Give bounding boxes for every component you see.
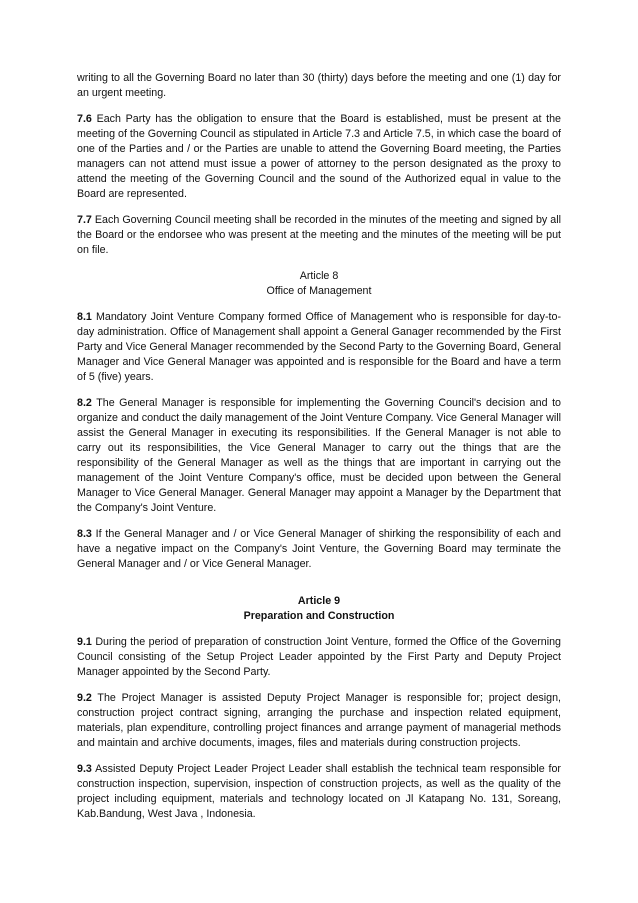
paragraph-text: Each Governing Council meeting shall be recorded in the minutes of the meeting and signed by all the Board or the endorsee who was present at the meeting and the minutes of the meeting will be put on file.	[77, 214, 561, 256]
clause-number: 9.1	[77, 636, 92, 648]
clause-number: 7.6	[77, 113, 92, 125]
paragraph-7-7	[77, 213, 561, 258]
paragraph-7-6	[77, 112, 561, 202]
clause-number: 9.2	[77, 692, 92, 704]
paragraph-9-1	[77, 635, 561, 680]
paragraph-text: Mandatory Joint Venture Company formed Office of Management who is responsible for day-to-day administration. Office of Management shall appoint a General Ganager recommended by the First Party and Vice General Manager recommended by the Second Party to the Governing Board, General Manager and Vice General Manager was appointed and is responsible for the Board and have a term of 5 (five) years.	[77, 311, 561, 383]
paragraph-9-2	[77, 691, 561, 751]
paragraph-text: writing to all the Governing Board no later than 30 (thirty) days before the meeting and one (1) day for an urgent meeting.	[77, 72, 561, 99]
document-body	[77, 71, 561, 833]
paragraph-text: Assisted Deputy Project Leader Project Leader shall establish the technical team responsible for construction inspection, supervision, inspection of construction projects, as well as the quality of the project including equipment, materials and technology located on Jl Katapang No. 131, Soreang, Kab.Bandung, West Java , Indonesia.	[77, 763, 561, 820]
article-8-heading	[77, 269, 561, 299]
paragraph-8-1	[77, 310, 561, 385]
paragraph-8-3	[77, 527, 561, 572]
paragraph-text: Each Party has the obligation to ensure that the Board is established, must be present at the meeting of the Governing Council as stipulated in Article 7.3 and Article 7.5, in which case the board of one of the Parties and / or the Parties are unable to attend the Governing Board meeting, the Parties managers can not attend must issue a power of attorney to the person designated as the proxy to attend the meeting of the Governing Council and the sound of the Authorized equal in value to the Board are represented.	[77, 113, 561, 200]
article-title: Office of Management	[266, 285, 372, 297]
article-label: Article 8	[299, 270, 339, 282]
paragraph-text: The General Manager is responsible for implementing the Governing Council's decision and to organize and conduct the daily management of the Joint Venture Company. Vice General Manager will assist the General Manager in executing its responsibilities. If the General Manager is not able to carry out its responsibilities, the Vice General Manager to carry out the things that are the responsibility of the General Manager as well as the things that are important in carrying out the management of the Joint Venture Company's office, must be decided upon between the General Manager to Vice General Manager. General Manager may appoint a Manager by the Department that the Company's Joint Venture.	[77, 397, 561, 514]
paragraph-8-2	[77, 396, 561, 516]
clause-number: 7.7	[77, 214, 92, 226]
paragraph-9-3	[77, 762, 561, 822]
article-title: Preparation and Construction	[243, 610, 395, 622]
paragraph-text: During the period of preparation of construction Joint Venture, formed the Office of the Governing Council consisting of the Setup Project Leader appointed by the First Party and Deputy Project Manager appointed by the Second Party.	[77, 636, 561, 678]
paragraph-text: If the General Manager and / or Vice General Manager of shirking the responsibility of each and have a negative impact on the Company's Joint Venture, the Governing Board may terminate the General Manager and / or Vice General Manager.	[77, 528, 561, 570]
clause-number: 8.2	[77, 397, 92, 409]
clause-number: 8.3	[77, 528, 92, 540]
article-9-heading	[77, 594, 561, 624]
article-label: Article 9	[297, 595, 341, 607]
paragraph-continuation	[77, 71, 561, 101]
paragraph-text: The Project Manager is assisted Deputy Project Manager is responsible for; project design, construction project contract signing, arranging the purchase and inspection related equipment, materials, plan expenditure, controlling project finances and arrange payment of managerial methods and maintain and archive documents, images, files and materials during construction projects.	[77, 692, 561, 749]
clause-number: 8.1	[77, 311, 92, 323]
clause-number: 9.3	[77, 763, 92, 775]
